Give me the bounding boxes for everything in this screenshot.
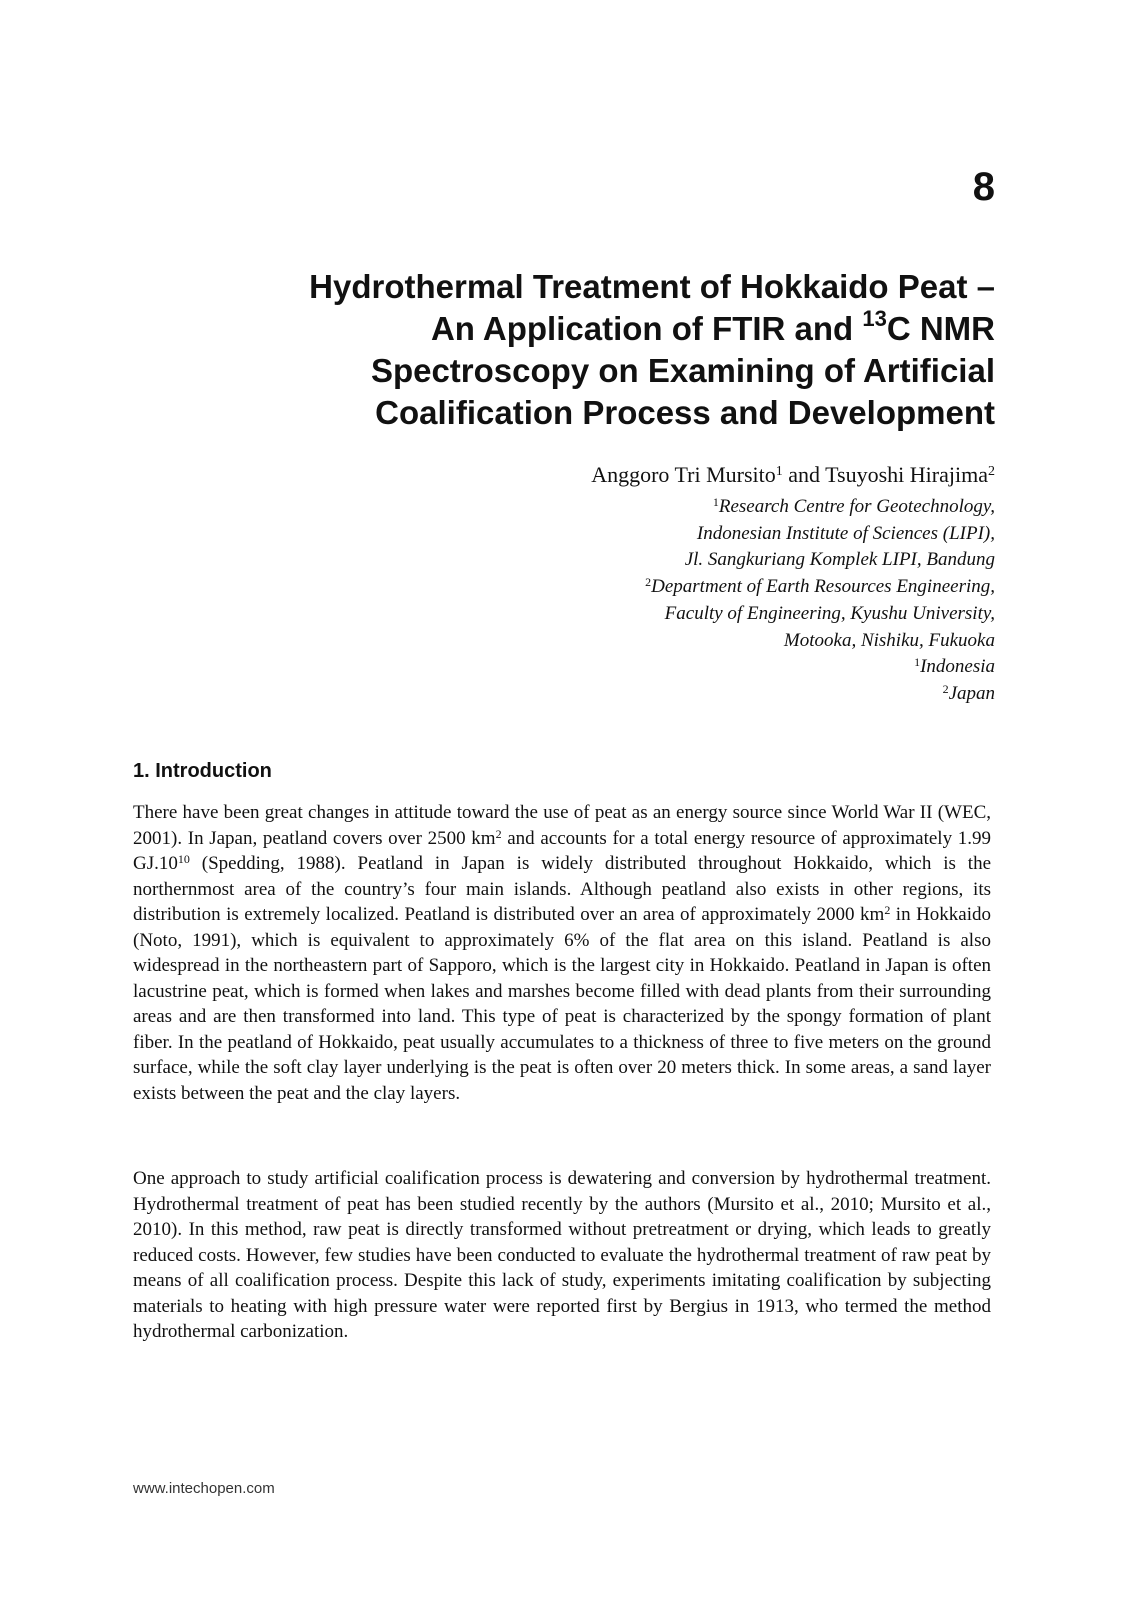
paragraph-1-part-c: (Spedding, 1988). Peatland in Japan is widely distributed throughout Hokkaido, which is the northernmost area of the country’s four main islands. Although peatland also exists in other regions, its distribution is extremely localized. Peatland is distributed over an area of approximately 2000 km [133, 853, 991, 925]
title-line-2-suffix: C NMR [886, 310, 995, 347]
author-1-sup: 1 [775, 464, 783, 479]
paragraph-1-sup-2: 10 [177, 852, 190, 866]
title-line-2-text: An Application of FTIR and [430, 310, 863, 347]
paragraph-2: One approach to study artificial coalification process is dewatering and conversion by hydrothermal treatment. Hydrothermal treatment of peat has been studied recently by the authors (Mursito et al., 2010; Mursito et al., 2010). In this method, raw peat is directly transformed without pretreatment or drying, which leads to greatly reduced costs. However, few studies have been conducted to evaluate the hydrothermal treatment of raw peat by means of all coalification process. Despite this lack of study, experiments imitating coalification by subjecting materials to heating with high pressure water were reported first by Bergius in 1913, who termed the method hydrothermal carbonization. [133, 1168, 991, 1342]
country-1-sup: 1 [914, 655, 921, 670]
affiliation-1-text: Research Centre for Geotechnology, [718, 496, 995, 517]
affiliation-1-line-2: Indonesian Institute of Sciences (LIPI), [696, 522, 995, 544]
paragraph-1-sup-1: 2 [495, 826, 502, 841]
chapter-number: 8 [972, 165, 995, 209]
affiliation-2-line-3: Motooka, Nishiku, Fukuoka [783, 629, 995, 651]
paragraph-1-part-d: in Hokkaido (Noto, 1991), which is equivalent to approximately 6% of the flat area on this island. Peatland is also widespread in the northeastern part of Sapporo, which is the largest city in Hokkaido. Peatland in Japan is often lacustrine peat, which is formed when lakes and marshes become filled with dead plants from their surrounding areas and are then transformed into land. This type of peat is characterized by the spongy formation of plant fiber. In the peatland of Hokkaido, peat usually accumulates to a thickness of three to five meters on the ground surface, while the soft clay layer underlying is the peat is often over 20 meters thick. In some areas, a sand layer exists between the peat and the clay layers. [133, 904, 991, 1104]
affiliation-1-sup: 1 [712, 495, 719, 509]
affiliation-1-line-3: Jl. Sangkuriang Komplek LIPI, Bandung [684, 549, 995, 571]
paragraph-1-sup-3: 2 [884, 903, 891, 917]
author-1: Anggoro Tri Mursito [591, 462, 776, 487]
country-1 [295, 654, 995, 681]
footer-url[interactable]: www.intechopen.com [133, 1480, 275, 1497]
paragraph-1-part-b: and accounts for a total energy resource of approximately 1.99 GJ.10 [133, 827, 991, 874]
author-2: Tsuyoshi Hirajima [825, 462, 988, 487]
title-line-4: Coalification Process and Development [375, 394, 995, 431]
title-line-3: Spectroscopy on Examining of Artificial [370, 352, 995, 389]
country-1-text: Indonesia [920, 656, 995, 678]
affiliation-1-line-1 [295, 494, 995, 521]
affiliation-2-text: Department of Earth Resources Engineering, [651, 576, 995, 598]
author-conjunction: and [782, 462, 826, 487]
affiliations [295, 494, 995, 708]
affiliation-2-sup: 2 [645, 575, 652, 590]
paragraph-1-part-a: There have been great changes in attitude toward the use of peat as an energy source since World War II (WEC, 2001). In Japan, peatland covers over 2500 km [133, 802, 991, 849]
affiliation-2-line-1 [295, 574, 995, 601]
paper-title [195, 266, 995, 434]
title-line-1: Hydrothermal Treatment of Hokkaido Peat – [309, 268, 995, 305]
title-superscript: 13 [862, 306, 887, 331]
author-2-sup: 2 [988, 464, 995, 479]
author-list [295, 460, 995, 490]
country-2-text: Japan [948, 682, 995, 704]
section-heading: 1. Introduction [133, 760, 272, 782]
paragraph-1 [133, 800, 991, 1106]
country-2-sup: 2 [942, 681, 949, 696]
title-line-2 [195, 308, 995, 350]
affiliation-2-line-2: Faculty of Engineering, Kyushu University, [664, 602, 995, 624]
country-2 [295, 681, 995, 708]
